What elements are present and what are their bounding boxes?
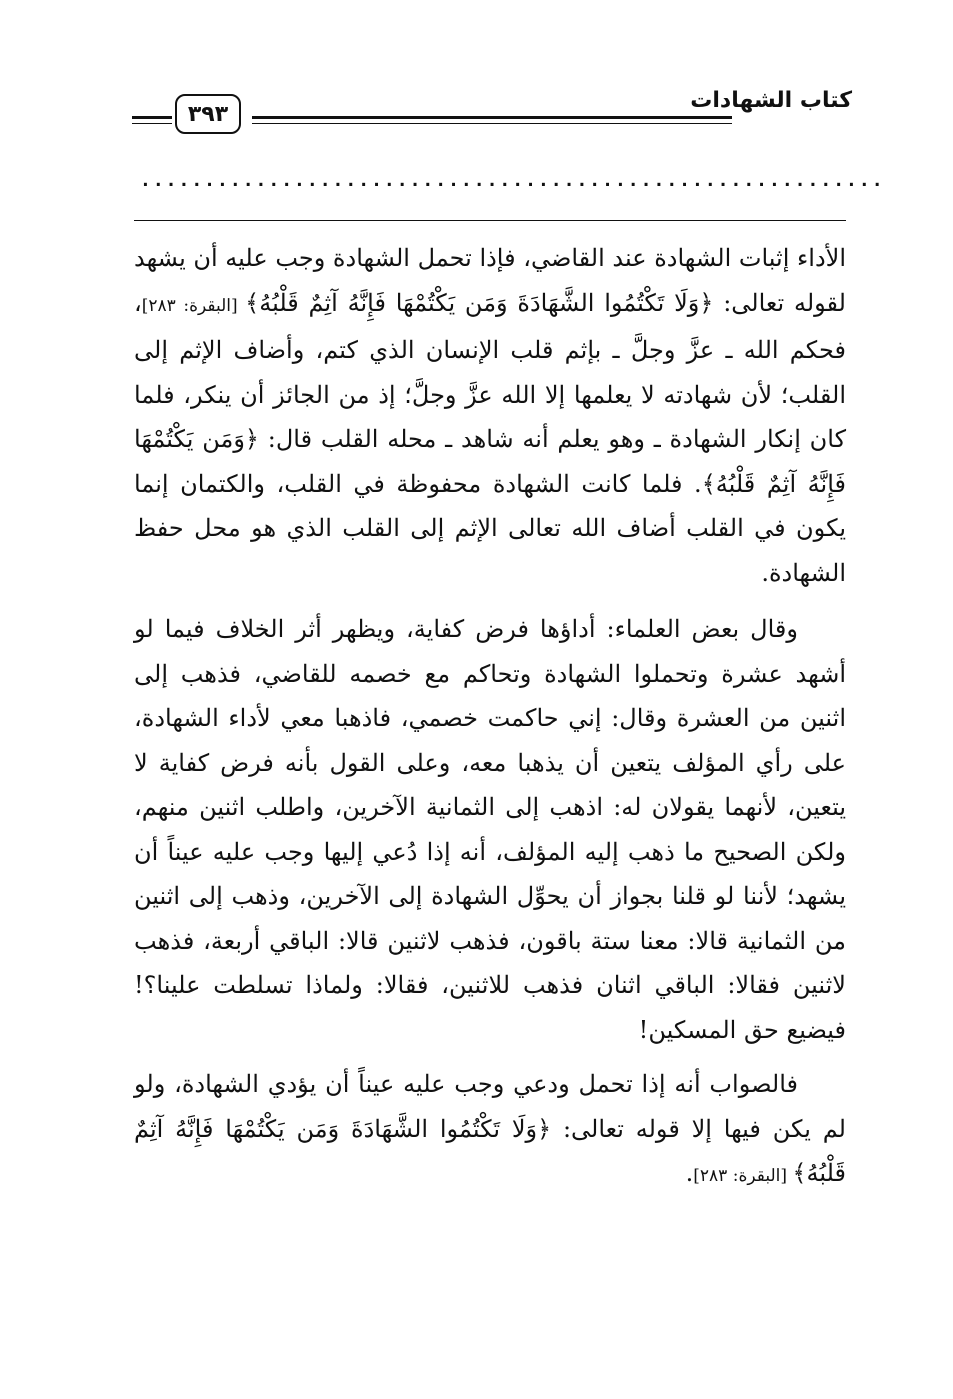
paragraph-3-text-b: . xyxy=(685,1159,694,1187)
book-title: كتاب الشهادات xyxy=(690,88,852,113)
quran-verse: ﴿وَلَا تَكْتُمُوا الشَّهَادَةَ وَمَن يَكْتُمْهَا فَإِنَّهُ آثِمٌ قَلْبُهُ﴾ xyxy=(134,1114,846,1187)
footnote-separator-line xyxy=(134,220,846,221)
paragraph-1-text-b: ، فحكم الله ـ عزَّ وجلَّ ـ بإثم قلب الإنسان الذي كتم، وأضاف الإثم إلى القلب؛ لأن شهادته لا يعلمها إلا الله عزَّ وجلَّ؛ إذ من الجائز أن ينكر، فلما كان إنكار الشهادة ـ وهو يعلم أنه شاهد ـ محله القلب قال: xyxy=(134,288,847,453)
page-number xyxy=(175,94,241,134)
page-number-text: ٣٩٣ xyxy=(187,101,229,127)
paragraph-3-text-a: فالصواب أنه إذا تحمل ودعي وجب عليه عيناً أن يؤدي الشهادة، ولو لم يكن فيها إلا قوله تعالى: xyxy=(134,1070,846,1143)
main-text xyxy=(134,236,846,1199)
page-header xyxy=(132,88,852,148)
header-rule-left-thick xyxy=(132,116,172,119)
paragraph-1-text-a: الأداء إثبات الشهادة عند القاضي، فإذا تحمل الشهادة وجب عليه أن يشهد لقوله تعالى: xyxy=(134,244,846,317)
paragraph-3 xyxy=(134,1062,846,1199)
quran-verse: ﴿وَلَا تَكْتُمُوا الشَّهَادَةَ وَمَن يَكْتُمْهَا فَإِنَّهُ آثِمٌ قَلْبُهُ﴾ xyxy=(245,288,714,317)
verse-reference: [البقرة: ٢٨٣] xyxy=(693,1166,793,1186)
paragraph-2: وقال بعض العلماء: أداؤها فرض كفاية، ويظهر أثر الخلاف فيما لو أشهد عشرة وتحملوا الشهادة وتحاكم مع خصمه للقاضي، فذهب إلى اثنين من العشرة وقال: إني حاكمت خصمي، فاذهبا معي لأداء الشهادة، على رأي المؤلف يتعين أن يذهبا معه، وعلى القول بأنه فرض كفاية لا يتعين، لأنهما يقولان له: اذهب إلى الثمانية الآخرين، واطلب اثنين منهم، ولكن الصحيح ما ذهب إليه المؤلف، أنه إذا دُعي إليها وجب عليه عيناً أن يشهد؛ لأننا لو قلنا بجواز أن يحوِّل الشهادة إلى الآخرين، وذهب إلى اثنين من الثمانية قالا: معنا ستة باقون، فذهب لاثنين قالا: الباقي أربعة، فذهب لاثنين فقالا: الباقي اثنان فذهب للاثنين، فقالا: ولماذا تسلطت علينا؟! فيضيع حق المسكين! xyxy=(134,615,846,1044)
header-rule-thick xyxy=(252,116,732,119)
header-rule-left-thin xyxy=(132,123,172,124)
verse-reference: [البقرة: ٢٨٣] xyxy=(141,295,246,316)
quran-verse: ﴿وَمَن يَكْتُمْهَا فَإِنَّهُ آثِمٌ قَلْبُهُ﴾ xyxy=(134,425,847,498)
footnote-separator-dots: .......................................................... xyxy=(140,170,885,191)
paragraph-1-text-c: . فلما كانت الشهادة محفوظة في القلب، والكتمان إنما يكون في القلب أضاف الله تعالى الإثم إلى القلب الذي هو محل حفظ الشهادة. xyxy=(134,469,846,587)
paragraph-1 xyxy=(134,236,846,595)
header-rule-thin xyxy=(252,123,732,124)
